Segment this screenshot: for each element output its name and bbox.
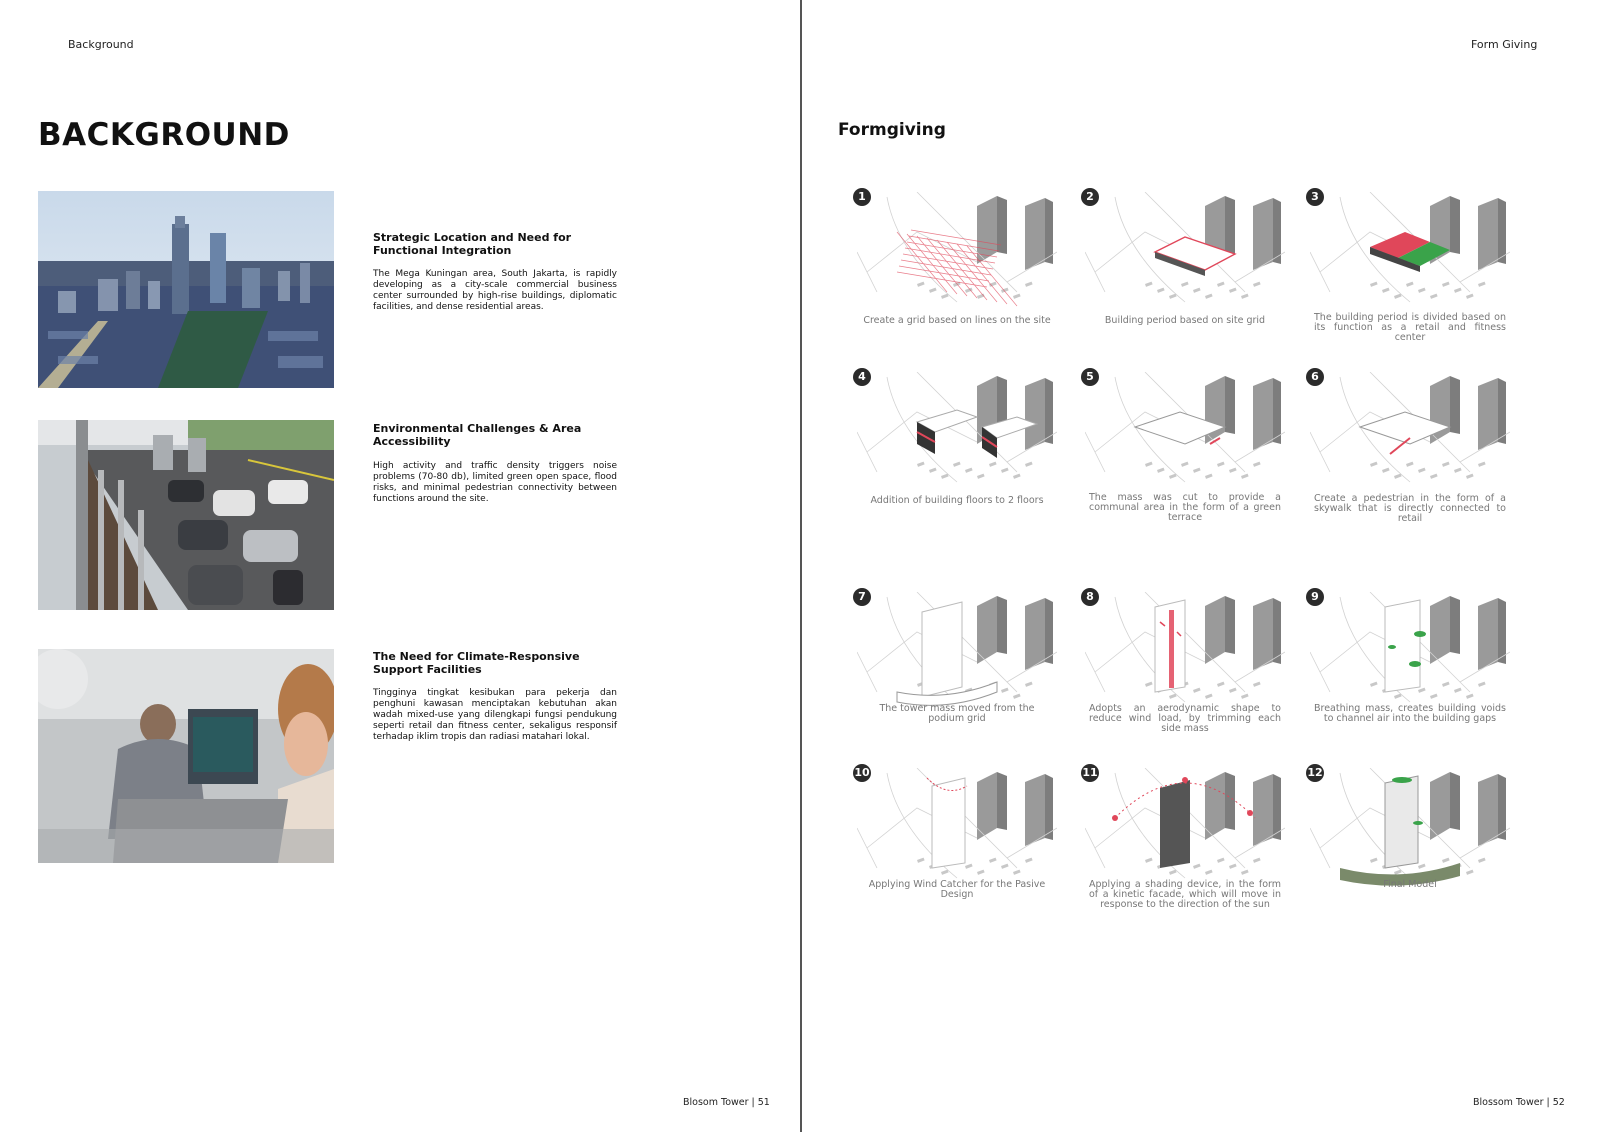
massing-diagram-2: [1085, 192, 1285, 314]
step-number-badge: 10: [853, 764, 871, 782]
step-caption: Breathing mass, creates building voids to channel air into the building gaps: [1314, 703, 1506, 724]
section-body-3: Tingginya tingkat kesibukan para pekerja dan penghuni kawasan menciptakan kebutuhan akan wadah mixed-use yang dilengkapi fungsi pendukung seperti retail dan fitness center, sekaligus responsif terhadap iklim tropis dan radiasi matahari lokal.: [373, 688, 617, 742]
formgiving-step-5: [1085, 372, 1285, 522]
massing-diagram-6: [1310, 372, 1510, 494]
step-caption: Adopts an aerodynamic shape to reduce wind load, by trimming each side mass: [1089, 703, 1281, 734]
section-body-2: High activity and traffic density triggers noise problems (70-80 db), limited green open space, flood risks, and minimal pedestrian connectivity between functions around the site.: [373, 461, 617, 504]
page-divider: [800, 0, 802, 1132]
step-number-badge: 1: [853, 188, 871, 206]
massing-diagram-3: [1310, 192, 1510, 314]
formgiving-step-12: [1307, 766, 1510, 918]
step-number-badge: 2: [1081, 188, 1099, 206]
massing-diagram-5: [1085, 372, 1285, 494]
massing-diagram-11: [1085, 768, 1285, 890]
step-number-badge: 6: [1306, 368, 1324, 386]
step-number-badge: 5: [1081, 368, 1099, 386]
formgiving-step-1: [857, 192, 1057, 342]
step-caption: The tower mass moved from the podium grid: [879, 703, 1035, 724]
right-page: [803, 0, 1600, 1132]
formgiving-step-11: [1082, 766, 1285, 918]
massing-diagram-12: [1310, 768, 1510, 890]
skyline-photo: [38, 191, 334, 388]
formgiving-step-8: [1085, 592, 1285, 742]
massing-diagram-4: [857, 372, 1057, 494]
step-number-badge: 9: [1306, 588, 1324, 606]
step-caption: Create a pedestrian in the form of a skywalk that is directly connected to retail: [1314, 493, 1506, 524]
step-caption: Create a grid based on lines on the site: [863, 315, 1051, 326]
traffic-photo: [38, 420, 334, 610]
step-number-badge: 3: [1306, 188, 1324, 206]
page-number-right: Blossom Tower | 52: [1473, 1097, 1565, 1108]
step-number-badge: 7: [853, 588, 871, 606]
step-caption: The building period is divided based on its function as a retail and fitness center: [1314, 312, 1506, 343]
step-caption: Applying a shading device, in the form of a kinetic facade, which will move in response to the direction of the sun: [1089, 879, 1281, 910]
section-heading-3: The Need for Climate-Responsive Support Facilities: [373, 650, 580, 676]
running-head-left: Background: [68, 38, 134, 51]
step-number-badge: 12: [1306, 764, 1324, 782]
step-caption: Applying Wind Catcher for the Pasive Design: [868, 879, 1046, 900]
step-number-badge: 4: [853, 368, 871, 386]
section-heading-1: Strategic Location and Need for Functional Integration: [373, 231, 572, 257]
step-caption: Final Model: [1383, 879, 1437, 890]
massing-diagram-9: [1310, 592, 1510, 714]
section-body-1: The Mega Kuningan area, South Jakarta, is rapidly developing as a city-scale commercial business center surrounded by high-rise buildings, diplomatic facilities, and dense residential areas.: [373, 269, 617, 312]
step-caption: The mass was cut to provide a communal area in the form of a green terrace: [1089, 492, 1281, 523]
formgiving-step-10: [854, 766, 1057, 918]
step-caption: Addition of building floors to 2 floors: [870, 495, 1044, 506]
step-caption: Building period based on site grid: [1104, 315, 1266, 326]
office-workers-photo: [38, 649, 334, 863]
page-title: BACKGROUND: [38, 117, 290, 153]
section-title: Formgiving: [838, 120, 946, 140]
formgiving-step-4: [857, 372, 1057, 522]
page-number-left: Blosom Tower | 51: [683, 1097, 770, 1108]
step-number-badge: 11: [1081, 764, 1099, 782]
formgiving-step-3: [1310, 192, 1510, 342]
formgiving-step-2: [1085, 192, 1285, 342]
formgiving-step-9: [1310, 592, 1510, 742]
running-head-right: Form Giving: [1471, 38, 1538, 51]
formgiving-step-6: [1310, 372, 1510, 522]
formgiving-step-7: [857, 592, 1057, 742]
section-heading-2: Environmental Challenges & Area Accessibility: [373, 422, 582, 448]
massing-diagram-8: [1085, 592, 1285, 714]
step-number-badge: 8: [1081, 588, 1099, 606]
massing-diagram-7: [857, 592, 1057, 714]
massing-diagram-1: [857, 192, 1057, 314]
massing-diagram-10: [857, 768, 1057, 890]
